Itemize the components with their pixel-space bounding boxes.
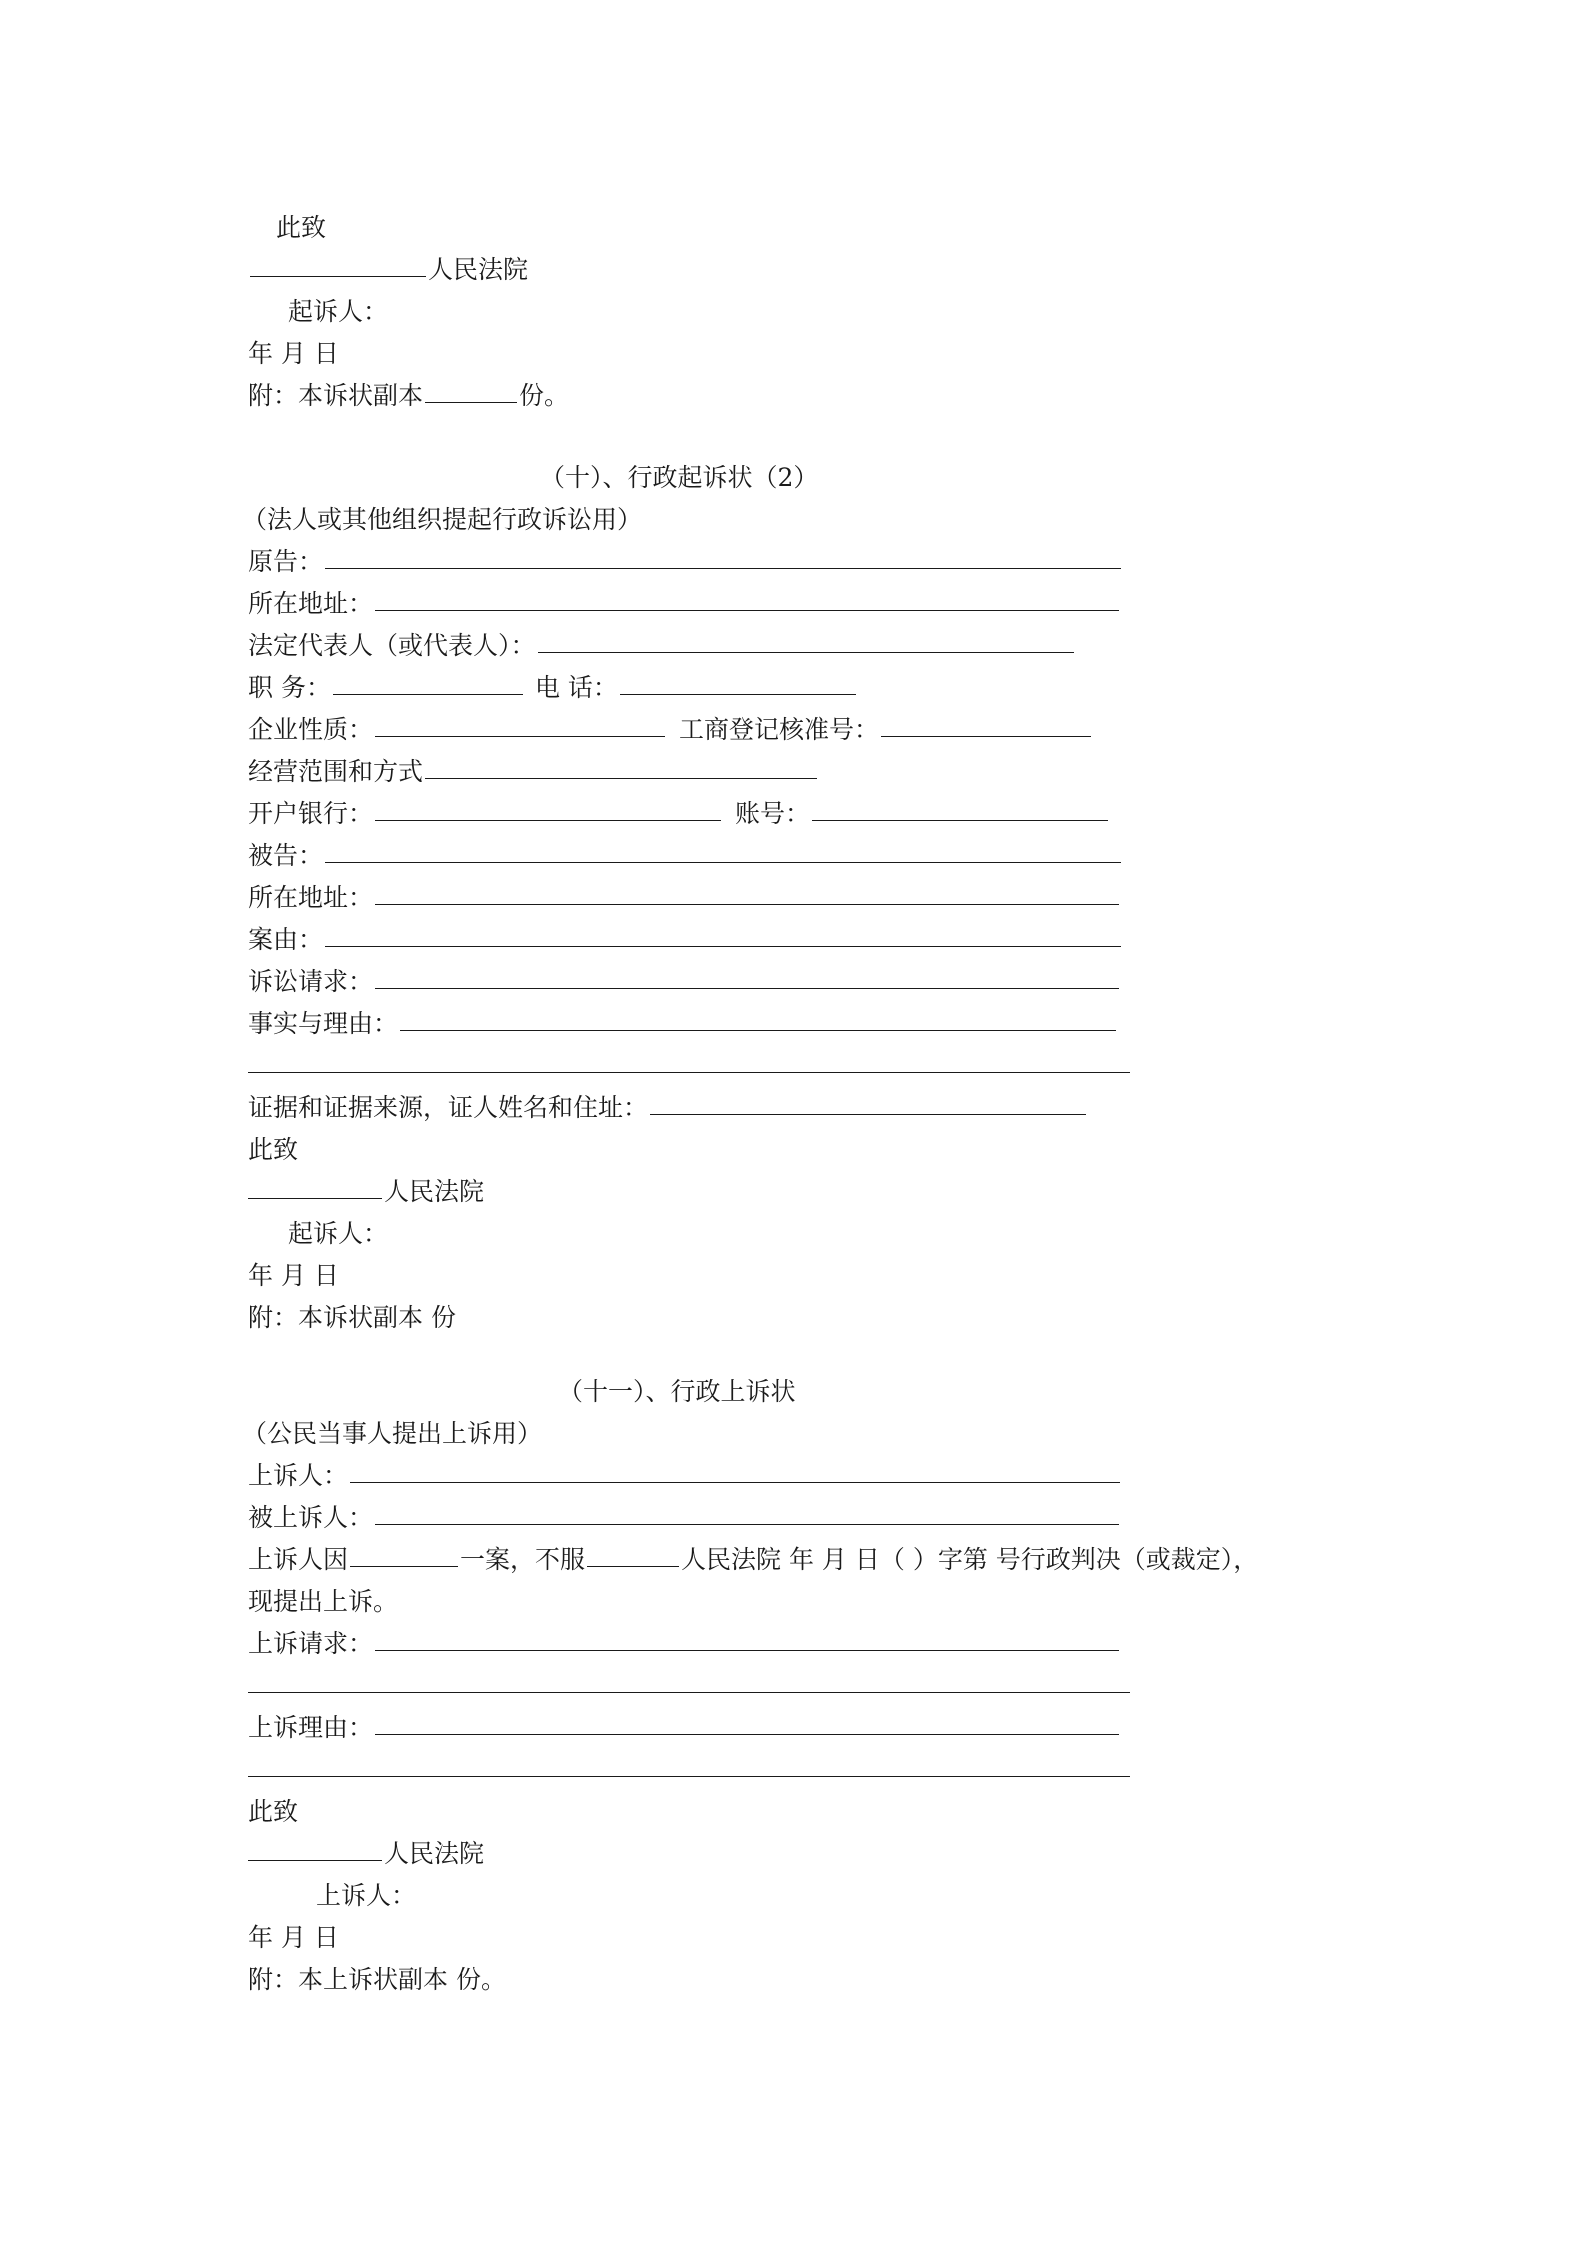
court-line (248, 240, 528, 282)
field-label: 诉讼请求： (248, 967, 374, 996)
field-label: 工商登记核准号： (679, 715, 880, 744)
court-line (248, 1162, 484, 1204)
court-label: 人民法院 (384, 1839, 485, 1868)
blank-line[interactable] (538, 652, 1074, 653)
blank-line[interactable] (350, 1482, 1120, 1483)
intro-text: 一案，不服 (460, 1545, 586, 1574)
appellee-field (248, 1488, 1121, 1530)
reason-field (248, 1698, 1121, 1740)
intro-text: 现提出上诉。 (248, 1587, 399, 1616)
address-field (248, 574, 1121, 616)
plaintiff-sign-line (288, 282, 388, 324)
field-label: 上诉理由： (248, 1713, 374, 1742)
field-label: 原告： (248, 547, 324, 576)
blank-line[interactable] (375, 1734, 1119, 1735)
date-line (248, 1246, 339, 1288)
blank-line[interactable] (248, 1198, 382, 1199)
plaintiff-sign-label: 起诉人： (288, 297, 389, 326)
blank-line[interactable] (325, 946, 1121, 947)
request-field (248, 1614, 1121, 1656)
defendant-field (248, 826, 1123, 868)
blank-line[interactable] (250, 276, 426, 277)
section-title-text: （十）、行政起诉状（2） (540, 463, 819, 492)
claims-field (248, 952, 1121, 994)
field-label: 被上诉人： (248, 1503, 374, 1532)
blank-line[interactable] (375, 1650, 1119, 1651)
field-label: 法定代表人（或代表人）： (248, 631, 536, 660)
section-subtitle (242, 1404, 542, 1446)
plaintiff-field (248, 532, 1123, 574)
field-label: 上诉请求： (248, 1629, 374, 1658)
date-line (248, 1908, 339, 1950)
section-title-text: （十一）、行政上诉状 (558, 1377, 796, 1406)
blank-line[interactable] (325, 862, 1121, 863)
appellant-sign-label: 上诉人： (316, 1881, 417, 1910)
enterprise-field (248, 700, 1093, 742)
field-label: 经营范围和方式 (248, 757, 424, 786)
appeal-intro-continuation (248, 1572, 398, 1614)
defendant-address-field (248, 868, 1121, 910)
position-phone-field (248, 658, 858, 700)
salutation-text: 此致 (276, 213, 327, 242)
blank-line[interactable] (587, 1566, 679, 1567)
blank-line[interactable] (248, 1072, 1130, 1073)
date-text: 年 月 日 (248, 1261, 339, 1290)
legal-rep-field (248, 616, 1076, 658)
field-label: 企业性质： (248, 715, 374, 744)
plaintiff-sign-label: 起诉人： (288, 1219, 389, 1248)
reason-continuation (248, 1740, 1132, 1782)
blank-line[interactable] (620, 694, 856, 695)
field-label: 所在地址： (248, 883, 374, 912)
blank-line[interactable] (325, 568, 1121, 569)
field-label: 上诉人： (248, 1461, 349, 1490)
plaintiff-sign-line (288, 1204, 388, 1246)
field-label: 电 话： (534, 673, 618, 702)
appeal-intro-line (248, 1530, 1258, 1572)
blank-line[interactable] (248, 1692, 1130, 1693)
field-label: 账号： (735, 799, 811, 828)
section-subtitle-text: （公民当事人提出上诉用） (242, 1419, 543, 1448)
blank-line[interactable] (650, 1114, 1086, 1115)
blank-line[interactable] (812, 820, 1108, 821)
evidence-field (248, 1078, 1088, 1120)
attachment-label: 附：本上诉状副本 份。 (248, 1965, 506, 1994)
facts-field (248, 994, 1118, 1036)
section-title (540, 448, 818, 490)
bank-field (248, 784, 1110, 826)
field-label: 职 务： (248, 673, 331, 702)
blank-line[interactable] (425, 778, 817, 779)
cause-field (248, 910, 1123, 952)
intro-text: 上诉人因 (248, 1545, 349, 1574)
appellant-sign-line (316, 1866, 416, 1908)
salutation-line (248, 1120, 298, 1162)
attachment-line (248, 1288, 456, 1330)
facts-continuation (248, 1036, 1132, 1078)
salutation-line (248, 1782, 298, 1824)
salutation-line (276, 198, 326, 240)
intro-text: 人民法院 年 月 日（ ）字第 号行政判决（或裁定）， (681, 1545, 1259, 1574)
section-subtitle (242, 490, 642, 532)
date-line (248, 324, 339, 366)
field-label: 开户银行： (248, 799, 374, 828)
field-label: 所在地址： (248, 589, 374, 618)
field-label: 事实与理由： (248, 1009, 399, 1038)
attachment-line (248, 1950, 506, 1992)
salutation-text: 此致 (248, 1797, 299, 1826)
blank-line[interactable] (881, 736, 1091, 737)
attachment-line (248, 366, 569, 408)
request-continuation (248, 1656, 1132, 1698)
field-label: 证据和证据来源，证人姓名和住址： (248, 1093, 649, 1122)
section-subtitle-text: （法人或其他组织提起行政诉讼用） (242, 505, 643, 534)
blank-line[interactable] (248, 1860, 382, 1861)
blank-line[interactable] (248, 1776, 1130, 1777)
business-scope-field (248, 742, 819, 784)
blank-line[interactable] (425, 402, 517, 403)
attachment-label: 附：本诉状副本 份 (248, 1303, 456, 1332)
attachment-label: 附：本诉状副本 (248, 381, 424, 410)
field-label: 被告： (248, 841, 324, 870)
court-label: 人民法院 (384, 1177, 485, 1206)
blank-line[interactable] (375, 736, 665, 737)
date-text: 年 月 日 (248, 339, 339, 368)
court-line (248, 1824, 484, 1866)
attachment-suffix: 份。 (519, 381, 570, 410)
blank-line[interactable] (375, 610, 1119, 611)
blank-line[interactable] (375, 820, 721, 821)
appellant-field (248, 1446, 1122, 1488)
blank-line[interactable] (333, 694, 523, 695)
field-label: 案由： (248, 925, 324, 954)
blank-line[interactable] (375, 988, 1119, 989)
blank-line[interactable] (375, 1524, 1119, 1525)
blank-line[interactable] (350, 1566, 458, 1567)
court-label: 人民法院 (428, 255, 529, 284)
section-title (558, 1362, 796, 1404)
date-text: 年 月 日 (248, 1923, 339, 1952)
salutation-text: 此致 (248, 1135, 299, 1164)
blank-line[interactable] (400, 1030, 1116, 1031)
blank-line[interactable] (375, 904, 1119, 905)
